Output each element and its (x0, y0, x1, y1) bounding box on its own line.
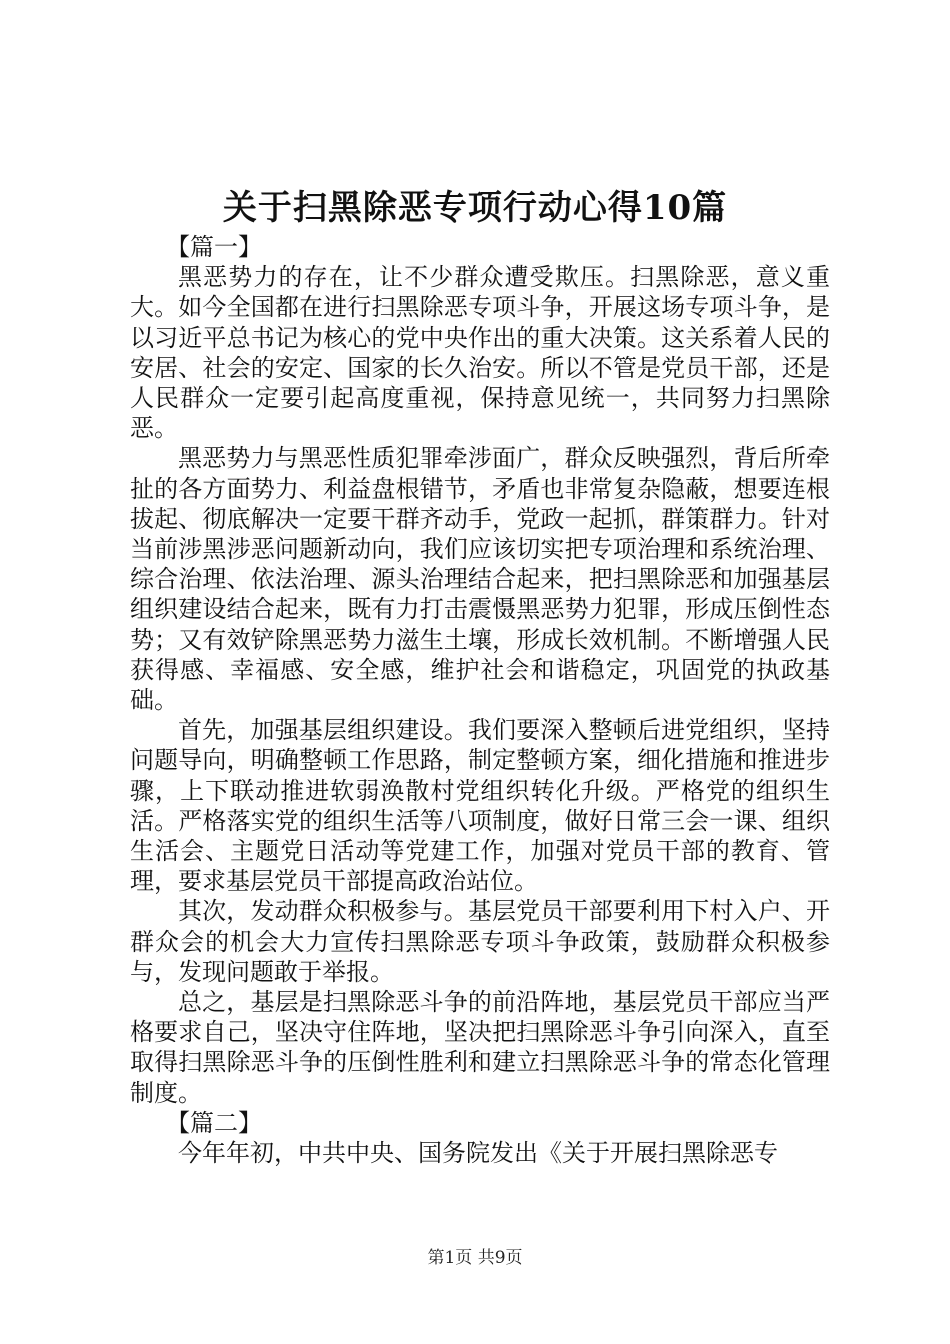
document-body (130, 232, 830, 1168)
paragraph: 黑恶势力与黑恶性质犯罪牵涉面广，群众反映强烈，背后所牵扯的各方面势力、利益盘根错节，矛盾也非常复杂隐蔽，想要连根拔起、彻底解决一定要干群齐动手，党政一起抓，群策群力。针对当前涉黑涉恶问题新动向，我们应该切实把专项治理和系统治理、综合治理、依法治理、源头治理结合起来，把扫黑除恶和加强基层组织建设结合起来，既有力打击震慑黑恶势力犯罪，形成压倒性态势；又有效铲除黑恶势力滋生土壤，形成长效机制。不断增强人民获得感、幸福感、安全感，维护社会和谐稳定，巩固党的执政基础。 (130, 444, 830, 715)
paragraph: 今年年初，中共中央、国务院发出《关于开展扫黑除恶专 (178, 1139, 778, 1168)
page-footer: 第1页 共9页 (427, 1248, 523, 1268)
section-heading-1: 【篇一】 (166, 233, 262, 261)
paragraph: 总之，基层是扫黑除恶斗争的前沿阵地，基层党员干部应当严格要求自己，坚决守住阵地，坚决把扫黑除恶斗争引向深入，直至取得扫黑除恶斗争的压倒性胜利和建立扫黑除恶斗争的常态化管理制度。 (130, 988, 830, 1107)
document-title: 关于扫黑除恶专项行动心得10篇 (222, 188, 728, 228)
paragraph: 首先，加强基层组织建设。我们要深入整顿后进党组织，坚持问题导向，明确整顿工作思路，制定整顿方案，细化措施和推进步骤，上下联动推进软弱涣散村党组织转化升级。严格党的组织生活。严格落实党的组织生活等八项制度，做好日常三会一课、组织生活会、主题党日活动等党建工作，加强对党员干部的教育、管理，要求基层党员干部提高政治站位。 (130, 716, 830, 896)
paragraph: 黑恶势力的存在，让不少群众遭受欺压。扫黑除恶，意义重大。如今全国都在进行扫黑除恶专项斗争，开展这场专项斗争，是以习近平总书记为核心的党中央作出的重大决策。这关系着人民的安居、社会的安定、国家的长久治安。所以不管是党员干部，还是人民群众一定要引起高度重视，保持意见统一，共同努力扫黑除恶。 (130, 263, 830, 443)
paragraph: 其次，发动群众积极参与。基层党员干部要利用下村入户、开群众会的机会大力宣传扫黑除恶专项斗争政策，鼓励群众积极参与，发现问题敢于举报。 (130, 897, 830, 986)
section-heading-2: 【篇二】 (166, 1108, 262, 1137)
